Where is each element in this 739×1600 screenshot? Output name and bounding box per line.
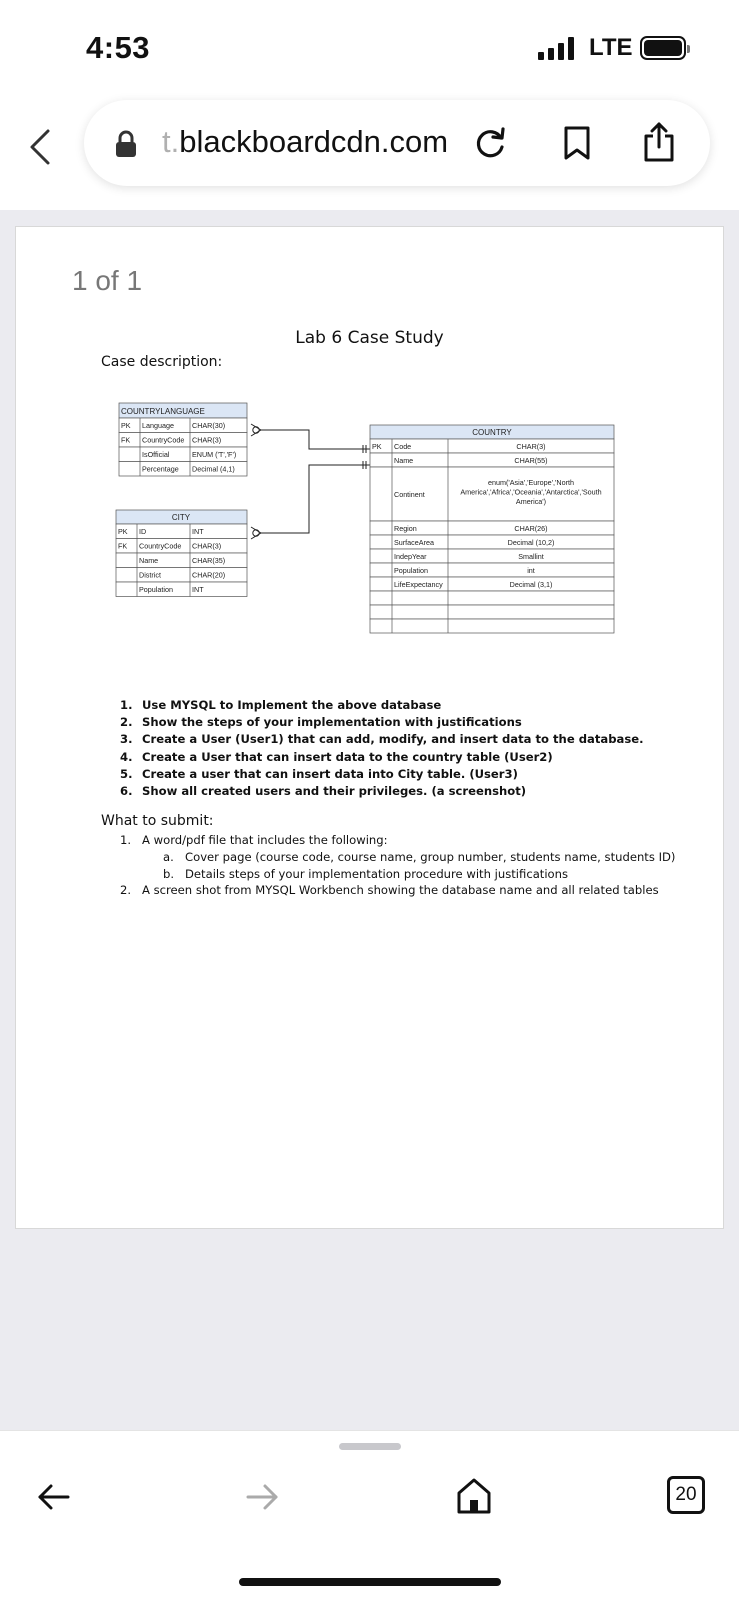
status-time: 4:53 [86, 30, 151, 65]
field-cell: Language [142, 421, 174, 430]
key-cell: PK [121, 421, 131, 430]
type-cell: America','Africa','Oceania','Antarctica','South [460, 487, 602, 497]
submit-subitem: b. Details steps of your implementation procedure with justifications [163, 867, 569, 881]
type-cell: CHAR(26) [514, 524, 548, 533]
case-description-label: Case description: [101, 354, 223, 370]
key-cell: FK [121, 435, 131, 445]
type-cell: enum('Asia','Europe','North [488, 478, 574, 487]
task-item: 5. Create a user that can insert data into City table. (User3) [120, 766, 518, 781]
type-cell: CHAR(30) [192, 421, 226, 430]
empty-row [370, 605, 614, 619]
tabs-button[interactable] [667, 1476, 705, 1514]
table-row [116, 553, 247, 568]
key-cell: PK [118, 527, 128, 536]
bottom-toolbar [0, 1430, 739, 1600]
task-item: 1. Use MYSQL to Implement the above database [120, 698, 442, 712]
field-cell: District [139, 570, 161, 580]
type-cell: Decimal (10,2) [507, 538, 555, 547]
address-bar[interactable] [84, 100, 710, 186]
submit-subitem: a. Cover page (course code, course name, group number, students name, students ID) [163, 850, 676, 864]
lock-icon [115, 130, 137, 158]
field-cell: IndepYear [394, 552, 427, 561]
table-row [116, 539, 247, 554]
field-cell: ID [139, 527, 147, 536]
task-item: 6. Show all created users and their privileges. (a screenshot) [120, 783, 527, 798]
pdf-page [15, 226, 724, 1229]
browser-header [0, 95, 739, 210]
task-item: 2. Show the steps of your implementation with justifications [120, 715, 522, 730]
home-indicator[interactable] [239, 1578, 501, 1586]
city-table [116, 510, 247, 597]
field-cell: Percentage [142, 464, 179, 474]
type-cell: CHAR(20) [192, 570, 226, 580]
empty-row [370, 619, 614, 633]
field-cell: Population [394, 566, 428, 575]
network-label: LTE [589, 34, 633, 61]
field-cell: Name [139, 556, 159, 565]
table-row [116, 568, 247, 583]
field-cell: Code [394, 442, 412, 451]
status-bar [0, 0, 739, 95]
type-cell: CHAR(35) [192, 556, 226, 565]
type-cell: America') [515, 497, 547, 506]
er-connectors [251, 424, 371, 539]
type-cell: CHAR(3) [192, 435, 222, 445]
grabber-handle[interactable] [339, 1443, 401, 1450]
city-title: CITY [171, 513, 191, 522]
task-item: 4. Create a User that can insert data to the country table (User2) [120, 749, 553, 764]
field-cell: Continent [394, 490, 425, 499]
key-cell: PK [372, 442, 382, 451]
table-row [116, 582, 247, 597]
back-arrow-icon[interactable] [36, 1479, 72, 1515]
field-cell: IsOfficial [142, 450, 170, 459]
countrylanguage-title: COUNTRYLANGUAGE [121, 407, 205, 416]
share-icon[interactable] [642, 122, 676, 162]
home-icon[interactable] [455, 1477, 493, 1515]
countrylanguage-table [119, 403, 247, 476]
field-cell: Name [394, 456, 414, 465]
type-cell: CHAR(3) [192, 541, 222, 551]
type-cell: INT [192, 585, 204, 594]
field-cell: SurfaceArea [394, 538, 434, 547]
type-cell: Decimal (4,1) [192, 464, 235, 474]
back-chevron-icon[interactable] [26, 127, 56, 167]
field-cell: Population [139, 585, 173, 594]
task-item: 3. Create a User (User1) that can add, modify, and insert data to the database. [120, 732, 644, 747]
type-cell: int [527, 566, 535, 575]
country-table [370, 425, 614, 633]
table-row [119, 418, 247, 433]
tab-count: 20 [675, 1484, 697, 1505]
type-cell: Decimal (3,1) [509, 580, 553, 589]
bookmark-icon[interactable] [563, 126, 591, 160]
type-cell: INT [192, 527, 204, 536]
field-cell: CountryCode [142, 435, 185, 445]
er-diagram [16, 227, 725, 647]
type-cell: CHAR(55) [514, 456, 548, 465]
task-list [120, 698, 644, 801]
forward-arrow-icon[interactable] [244, 1479, 280, 1515]
reload-icon[interactable] [474, 126, 508, 160]
battery-icon [640, 36, 686, 60]
field-cell: LifeExpectancy [394, 580, 443, 589]
submit-item: 1. A word/pdf file that includes the following: [120, 833, 388, 847]
field-cell: CountryCode [139, 541, 182, 551]
url-text[interactable]: t.blackboardcdn.com [162, 124, 449, 159]
document-title: Lab 6 Case Study [295, 328, 444, 348]
country-title: COUNTRY [472, 428, 512, 437]
signal-icon [538, 36, 578, 60]
type-cell: CHAR(3) [516, 442, 546, 451]
key-cell: FK [118, 541, 128, 551]
page-indicator: 1 of 1 [72, 265, 143, 296]
empty-row [370, 591, 614, 605]
submit-item: 2. A screen shot from MYSQL Workbench showing the database name and all related tables [120, 883, 659, 897]
field-cell: Region [394, 524, 417, 533]
submit-heading: What to submit: [101, 813, 214, 829]
table-row [116, 524, 247, 539]
type-cell: Smallint [518, 552, 544, 561]
type-cell: ENUM ('T','F') [192, 450, 237, 459]
